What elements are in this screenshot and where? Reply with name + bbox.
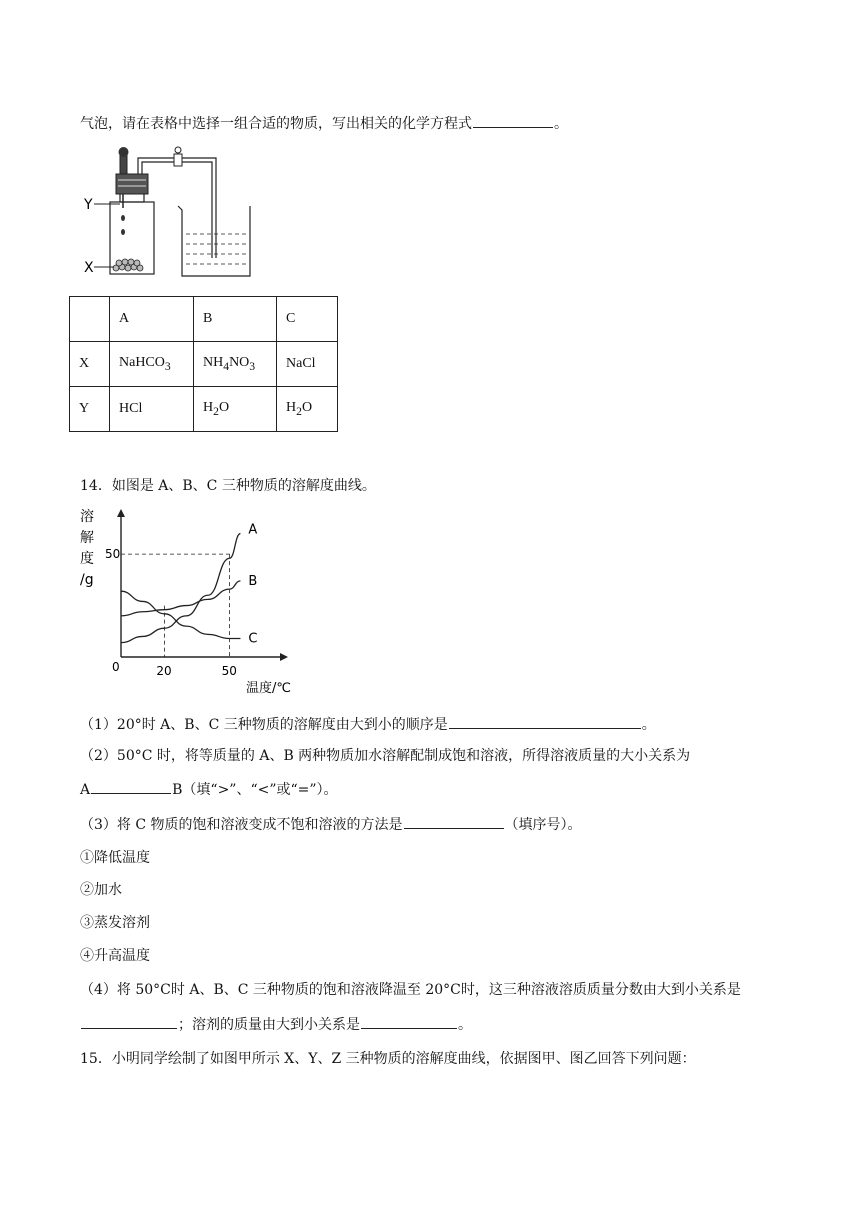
label-y: Y	[84, 197, 93, 213]
origin-label: 0	[112, 660, 120, 674]
table-row	[70, 342, 338, 387]
table-cell: NaCl	[277, 342, 338, 387]
series-label-c: C	[248, 631, 258, 647]
table-cell: $NH_4NO_3$	[194, 342, 277, 387]
clamp	[174, 154, 182, 166]
q14-part1: （1）20°时 A、B、C 三种物质的溶解度由大到小的顺序是 。	[80, 714, 656, 735]
q14-option-4: ④升高温度	[80, 948, 150, 964]
x-axis-label: 温度/℃	[246, 681, 291, 695]
table-cell: HCl	[110, 387, 194, 432]
table-cell: Y	[70, 387, 110, 432]
solubility-chart	[78, 505, 308, 695]
q14-option-3: ③蒸发溶剂	[80, 915, 150, 931]
table-cell: C	[277, 297, 338, 342]
q14-part3: （3）将 C 物质的饱和溶液变成不饱和溶液的方法是 （填序号）。	[80, 814, 582, 835]
table-cell: B	[194, 297, 277, 342]
answer-blank[interactable]	[473, 113, 553, 128]
q14-option-1: ①降低温度	[80, 850, 150, 866]
table-row	[70, 297, 338, 342]
reagent-table	[69, 296, 338, 432]
answer-blank[interactable]	[361, 1014, 457, 1029]
series-line-b	[121, 581, 240, 616]
rubber-stopper	[116, 174, 148, 194]
label-x: X	[84, 260, 94, 276]
x-axis-arrow	[280, 653, 288, 661]
table-cell: $H_2O$	[277, 387, 338, 432]
answer-blank[interactable]	[449, 714, 641, 729]
y-axis-label: 解	[80, 530, 94, 546]
series-line-c	[121, 591, 240, 638]
q14-option-2: ②加水	[80, 882, 122, 898]
gas-apparatus-diagram	[82, 140, 282, 280]
intro-text: 气泡，请在表格中选择一组合适的物质，写出相关的化学方程式	[80, 116, 472, 132]
beaker	[178, 206, 250, 276]
series-label-a: A	[248, 522, 258, 538]
table-cell: X	[70, 342, 110, 387]
y-axis-label: /g	[80, 572, 94, 588]
q14-part4-cont: ；溶剂的质量由大到小关系是 。	[80, 1014, 472, 1035]
answer-blank[interactable]	[81, 1014, 177, 1029]
table-cell: $H_2O$	[194, 387, 277, 432]
y-axis-arrow	[117, 509, 125, 517]
q14-title: 14．如图是 A、B、C 三种物质的溶解度曲线。	[80, 478, 376, 494]
y-tick-label: 50	[105, 547, 121, 562]
table-cell: A	[110, 297, 194, 342]
delivery-tube	[138, 158, 216, 258]
intro-end: 。	[554, 116, 568, 132]
table-cell	[70, 297, 110, 342]
q14-part2: （2）50°C 时，将等质量的 A、B 两种物质加水溶解配制成饱和溶液，所得溶液质量的大小关系为	[80, 748, 691, 764]
y-axis-label: 溶	[80, 509, 94, 525]
x-tick-label: 50	[221, 664, 237, 678]
q15-title: 15．小明同学绘制了如图甲所示 X、Y、Z 三种物质的溶解度曲线，依据图甲、图乙回答下列问题：	[80, 1051, 696, 1067]
answer-blank[interactable]	[404, 814, 504, 829]
y-axis-label: 度	[80, 551, 94, 567]
q14-part4: （4）将 50°C时 A、B、C 三种物质的饱和溶液降温至 20°C时，这三种溶液溶质质量分数由大到小关系是	[80, 982, 741, 998]
q14-part2-cont: A B（填“>”、“<”或“=”）。	[80, 779, 338, 800]
intro-question-line	[80, 113, 568, 134]
answer-blank[interactable]	[91, 779, 171, 794]
solid-particles	[113, 259, 143, 271]
series-label-b: B	[248, 573, 258, 589]
x-tick-label: 20	[156, 664, 172, 678]
table-row	[70, 387, 338, 432]
series-line-a	[121, 534, 240, 643]
table-cell: NaHCO$_3$	[110, 342, 194, 387]
